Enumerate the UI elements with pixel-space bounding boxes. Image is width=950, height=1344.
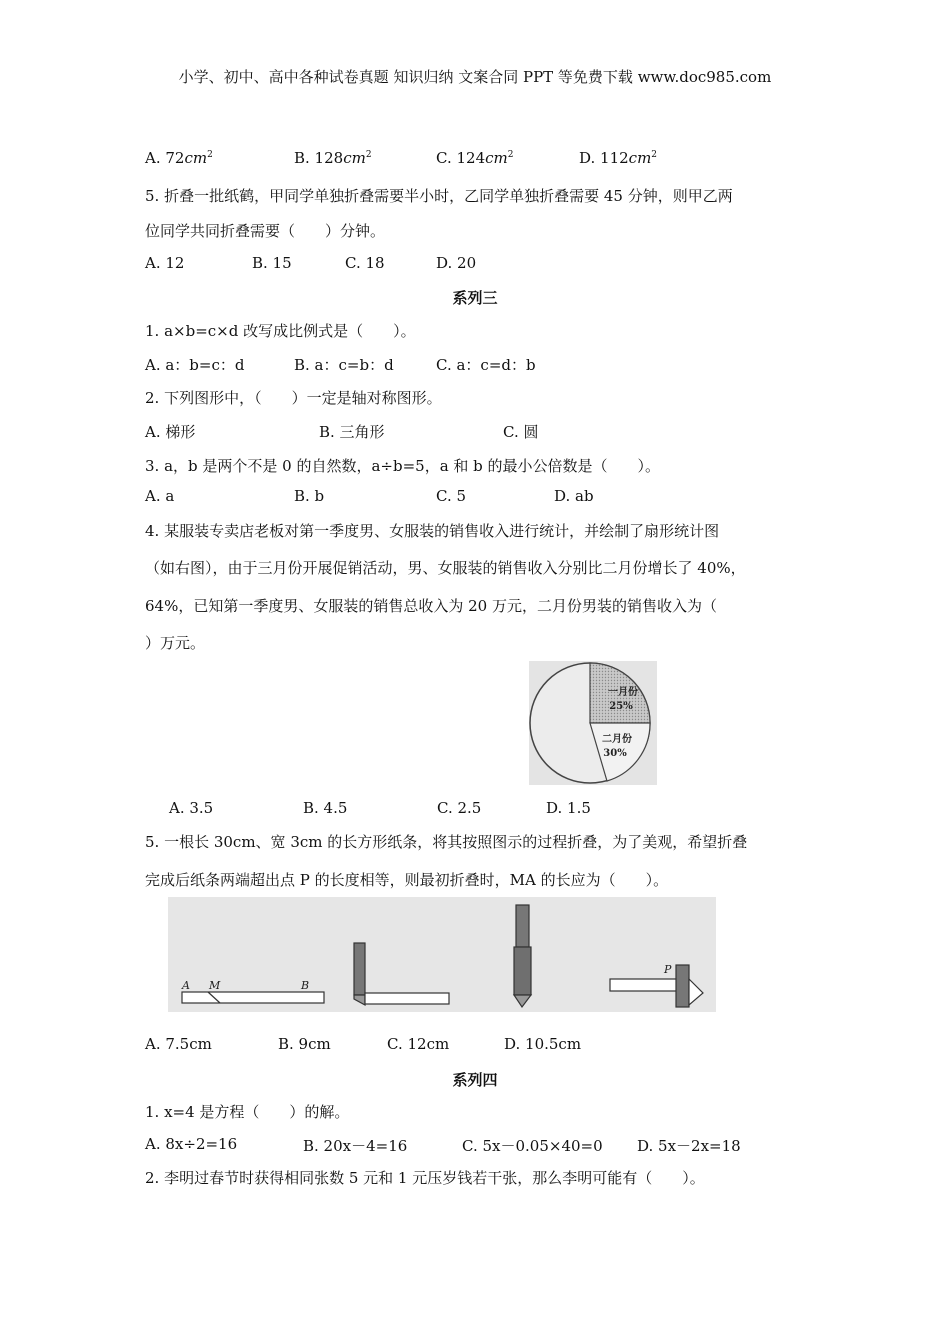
point-label: M (209, 979, 221, 992)
section-title: 系列四 (452, 1071, 498, 1089)
option-d: D. ab (554, 487, 594, 505)
question-text: 64%，已知第一季度男、女服装的销售总收入为 20 万元，二月份男装的销售收入为（ (145, 597, 717, 615)
option-c: C. 圆 (503, 423, 539, 441)
slice-value: 30% (603, 748, 627, 759)
option-c: C. a：c=d：b (436, 356, 536, 374)
option-b: B. b (294, 487, 325, 505)
question-text: （如右图），由于三月份开展促销活动，男、女服装的销售收入分别比二月份增长了 40%， (145, 559, 746, 577)
option-c: C. $124cm^2$ (436, 149, 514, 167)
question-text: 完成后纸条两端超出点 P 的长度相等，则最初折叠时，MA 的长应为（ ）。 (145, 871, 669, 889)
question-text: 5. 一根长 30cm、宽 3cm 的长方形纸条，将其按照图示的过程折叠，为了美观，希望折叠 (145, 833, 748, 851)
folding-diagram (168, 897, 716, 1012)
option-a: A. 3.5 (169, 799, 214, 817)
option-d: D. 1.5 (546, 799, 591, 817)
folding-steps (168, 897, 716, 1012)
option-b: B. 20x－4=16 (303, 1137, 408, 1155)
slice-label: 二月份 (602, 734, 632, 745)
option-c: C. 18 (345, 254, 385, 272)
pie-chart (529, 661, 657, 785)
question-text: 2. 李明过春节时获得相同张数 5 元和 1 元压岁钱若干张，那么李明可能有（ ）。 (145, 1169, 705, 1187)
question-text: ）万元。 (145, 634, 206, 652)
option-a: A. 12 (145, 254, 185, 272)
option-b: B. 三角形 (319, 423, 385, 441)
option-c: C. 5 (436, 487, 467, 505)
option-b: B. 4.5 (303, 799, 348, 817)
option-c: C. 2.5 (437, 799, 482, 817)
question-text: 2. 下列图形中，（ ）一定是轴对称图形。 (145, 389, 442, 407)
option-d: D. $112cm^2$ (579, 149, 658, 167)
option-a: A. a：b=c：d (145, 356, 245, 374)
question-text: 5. 折叠一批纸鹤，甲同学单独折叠需要半小时，乙同学单独折叠需要 45 分钟，则甲乙两 (145, 187, 733, 205)
question-text: 3. a，b 是两个不是 0 的自然数，a÷b=5，a 和 b 的最小公倍数是（ ）。 (145, 457, 661, 475)
option-d: D. 20 (436, 254, 477, 272)
option-a: A. 8x÷2=16 (145, 1135, 238, 1153)
slice-label: 一月份 (608, 687, 638, 698)
slice-value: 25% (609, 701, 633, 712)
page-header: 小学、初中、高中各种试卷真题 知识归纳 文案合同 PPT 等免费下载 www.doc985.com (178, 68, 772, 86)
point-label: A (182, 979, 190, 992)
option-a: A. 梯形 (145, 423, 196, 441)
option-b: B. $128cm^2$ (294, 149, 372, 167)
unit-cm2: $cm^2$ (184, 149, 213, 167)
section-title: 系列三 (452, 289, 498, 307)
question-text: 1. x=4 是方程（ ）的解。 (145, 1103, 350, 1121)
pie-chart-figure (529, 661, 657, 785)
option-a: A. 7.5cm (145, 1035, 212, 1053)
option-c: C. 12cm (387, 1035, 450, 1053)
option-a: A. $72cm^2$ (145, 149, 213, 167)
point-label: P (664, 963, 672, 976)
question-text: 1. a×b=c×d 改写成比例式是（ ）。 (145, 322, 416, 340)
option-c: C. 5x－0.05×40=0 (462, 1137, 603, 1155)
point-label: B (301, 979, 310, 992)
option-b: B. a：c=b：d (294, 356, 394, 374)
question-text: 位同学共同折叠需要（ ）分钟。 (145, 222, 386, 240)
option-b: B. 9cm (278, 1035, 331, 1053)
option-d: D. 5x－2x=18 (637, 1137, 741, 1155)
question-text: 4. 某服装专卖店老板对第一季度男、女服装的销售收入进行统计，并绘制了扇形统计图 (145, 522, 720, 540)
option-d: D. 10.5cm (504, 1035, 582, 1053)
option-b: B. 15 (252, 254, 292, 272)
option-a: A. a (145, 487, 175, 505)
paper-strip (182, 992, 324, 1003)
